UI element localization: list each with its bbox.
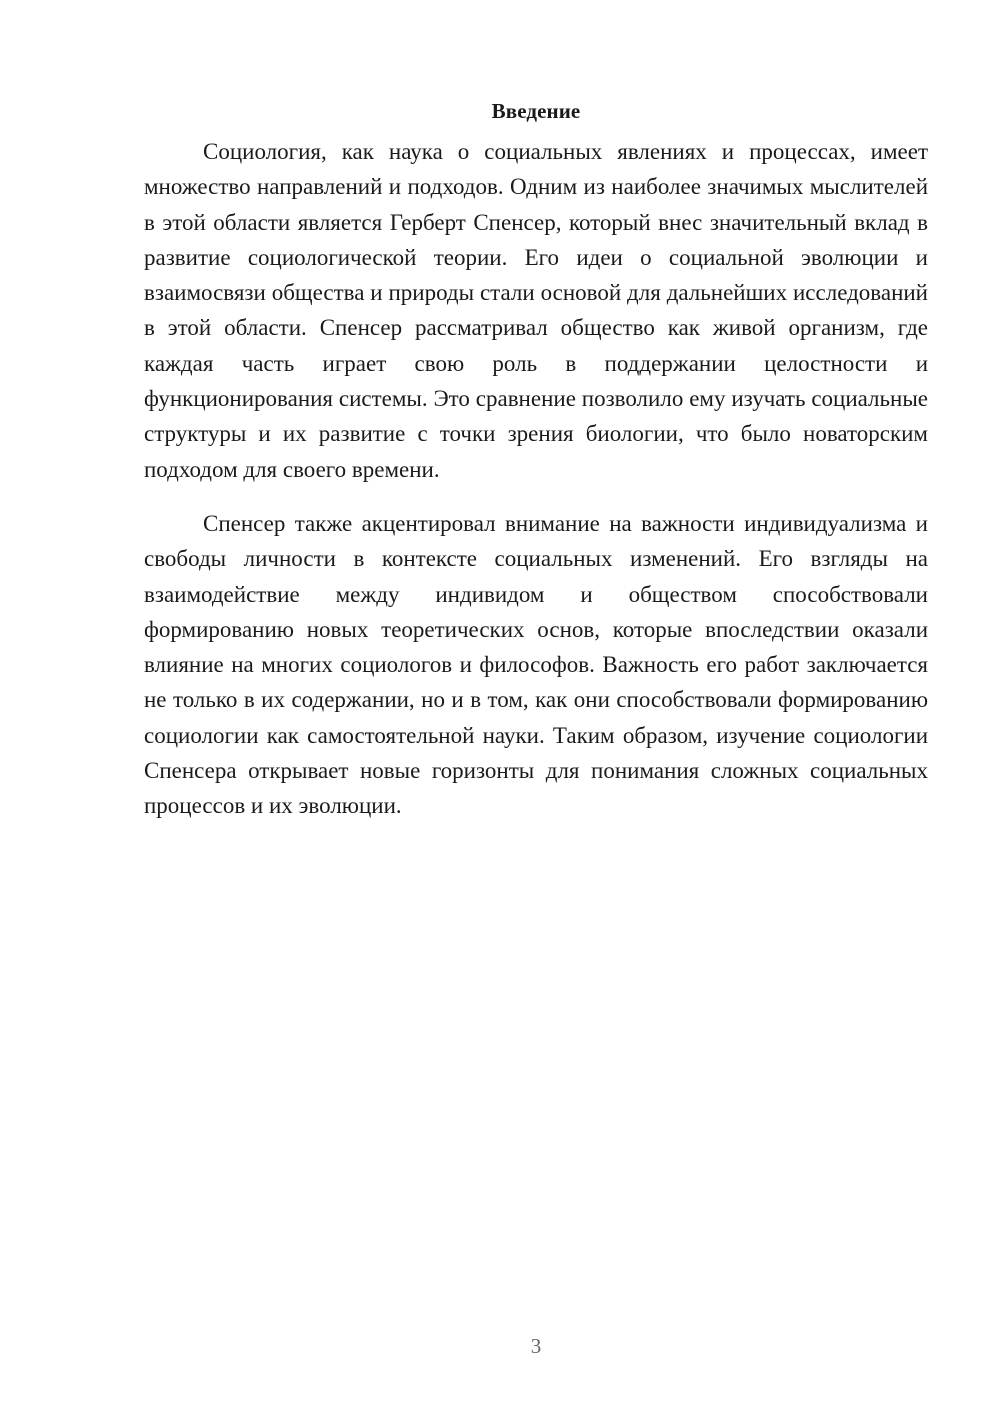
section-heading: Введение [491, 99, 581, 123]
page-number: 3 [530, 1334, 542, 1358]
page-content [144, 96, 928, 824]
paragraph-1: Социология, как наука о социальных явлениях и процессах, имеет множество направлений и подходов. Одним из наиболее значимых мыслителей в этой области является Герберт Спенсер, который внес значительный вклад в развитие социологической теории. Его идеи о социальной эволюции и взаимосвязи общества и природы стали основой для дальнейших исследований в этой области. Спенсер рассматривал общество как живой организм, где каждая часть играет свою роль в поддержании целостности и функционирования системы. Это сравнение позволило ему изучать социальные структуры и их развитие с точки зрения биологии, что было новаторским подходом для своего времени. [144, 139, 928, 482]
paragraph-2: Спенсер также акцентировал внимание на важности индивидуализма и свободы личности в контексте социальных изменений. Его взгляды на взаимодействие между индивидом и обществом способствовали формированию новых теоретических основ, которые впоследствии оказали влияние на многих социологов и философов. Важность его работ заключается не только в их содержании, но и в том, как они способствовали формированию социологии как самостоятельной науки. Таким образом, изучение социологии Спенсера открывает новые горизонты для понимания сложных социальных процессов и их эволюции. [144, 510, 928, 819]
